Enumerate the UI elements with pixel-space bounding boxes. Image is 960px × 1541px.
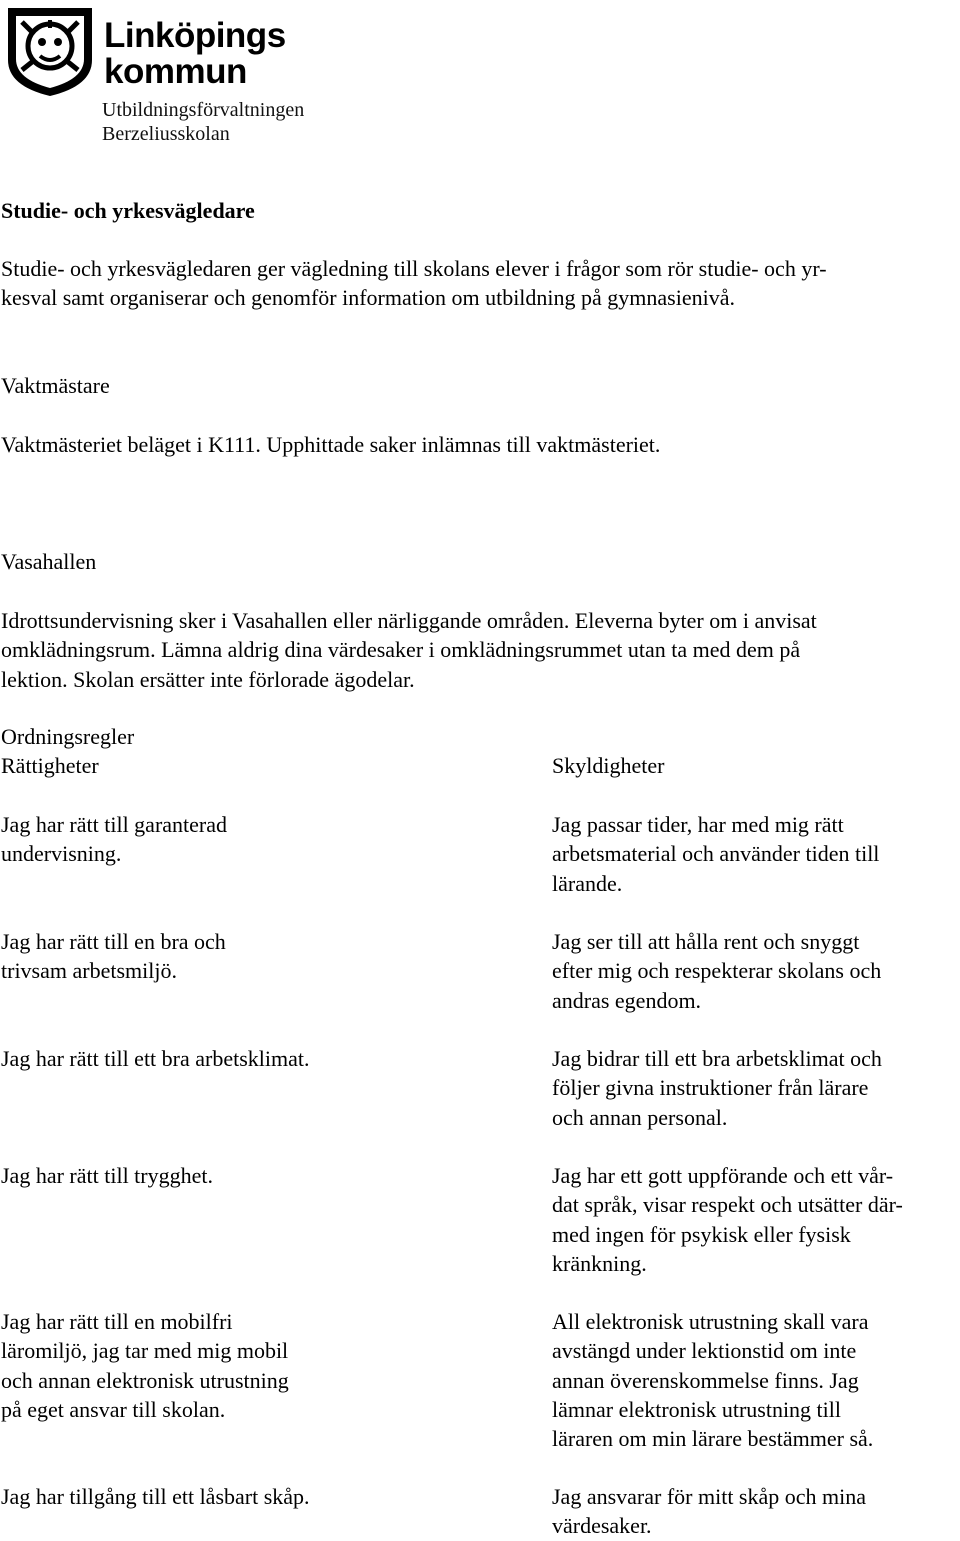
right-item — [1, 1044, 310, 1073]
rights-heading: Rättigheter — [1, 753, 99, 778]
department — [102, 98, 304, 146]
right-line: undervisning. — [1, 841, 122, 867]
right-line: Jag har rätt till trygghet. — [1, 1163, 213, 1188]
duty-line: Jag passar tider, har med mig rätt — [552, 812, 844, 837]
duty-line: värdesaker. — [552, 1513, 652, 1539]
duty-line: Jag ser till att hålla rent och snyggt — [552, 929, 860, 954]
studie-text — [1, 254, 827, 313]
duty-item — [552, 1307, 873, 1453]
right-line: Jag har rätt till en bra och — [1, 929, 226, 954]
studie-line2: kesval samt organiserar och genomför information om utbildning på gymnasienivå. — [1, 285, 735, 311]
duty-line: och annan personal. — [552, 1104, 728, 1130]
duty-item — [552, 810, 879, 898]
brand-name — [104, 18, 286, 90]
right-item — [1, 810, 227, 869]
vasa-line3: lektion. Skolan ersätter inte förlorade ägodelar. — [1, 666, 415, 692]
duty-line: med ingen för psykisk eller fysisk — [552, 1221, 851, 1247]
duty-line: Jag har ett gott uppförande och ett vår- — [552, 1163, 894, 1188]
duty-line: kränkning. — [552, 1250, 647, 1276]
duty-line: Jag bidrar till ett bra arbetsklimat och — [552, 1046, 882, 1071]
duty-item — [552, 1044, 882, 1132]
right-item — [1, 1307, 289, 1424]
duty-line: annan överenskommelse finns. Jag — [552, 1367, 859, 1393]
duty-line: arbetsmaterial och använder tiden till — [552, 841, 880, 867]
studie-line1: Studie- och yrkesvägledaren ger vägledning till skolans elever i frågor som rör studie- och yr- — [1, 256, 827, 281]
right-item — [1, 1161, 213, 1190]
duty-item — [552, 927, 881, 1015]
studie-heading: Studie- och yrkesvägledare — [1, 198, 255, 223]
duty-line: All elektronisk utrustning skall vara — [552, 1309, 869, 1334]
right-line: läromiljö, jag tar med mig mobil — [1, 1338, 289, 1364]
duty-line: efter mig och respekterar skolans och — [552, 958, 882, 984]
vasa-line1: Idrottsundervisning sker i Vasahallen eller närliggande områden. Eleverna byter om i anvisat — [1, 608, 817, 633]
right-line: Jag har rätt till garanterad — [1, 812, 228, 837]
duty-line: avstängd under lektionstid om inte — [552, 1338, 857, 1364]
duty-line: lämnar elektronisk utrustning till — [552, 1396, 842, 1422]
right-item — [1, 927, 226, 986]
vasa-text — [1, 606, 817, 694]
duty-item — [552, 1161, 903, 1278]
duty-line: dat språk, visar respekt och utsätter där- — [552, 1192, 903, 1218]
duty-line: läraren om min lärare bestämmer så. — [552, 1426, 874, 1452]
vakt-heading: Vaktmästare — [1, 373, 110, 398]
dept-line2: Berzeliusskolan — [102, 123, 230, 145]
duty-item — [552, 1482, 866, 1541]
right-line: på eget ansvar till skolan. — [1, 1396, 226, 1422]
vasa-line2: omklädningsrum. Lämna aldrig dina värdesaker i omklädningsrummet utan ta med dem på — [1, 637, 801, 663]
right-item — [1, 1482, 310, 1511]
duties-heading: Skyldigheter — [552, 753, 665, 778]
right-line: Jag har rätt till en mobilfri — [1, 1309, 233, 1334]
vakt-text: Vaktmästeriet beläget i K111. Upphittade saker inlämnas till vaktmästeriet. — [1, 432, 661, 457]
brand-line1: Linköpings — [104, 16, 286, 55]
duty-line: andras egendom. — [552, 987, 702, 1013]
duty-line: följer givna instruktioner från lärare — [552, 1075, 869, 1101]
dept-line1: Utbildningsförvaltningen — [102, 99, 305, 121]
right-line: Jag har rätt till ett bra arbetsklimat. — [1, 1046, 310, 1071]
duty-line: lärande. — [552, 870, 623, 896]
rules-heading: Ordningsregler — [1, 724, 135, 749]
brand-line2: kommun — [104, 52, 247, 91]
duty-line: Jag ansvarar för mitt skåp och mina — [552, 1484, 867, 1509]
vasa-heading: Vasahallen — [1, 549, 97, 574]
right-line: och annan elektronisk utrustning — [1, 1367, 289, 1393]
right-line: trivsam arbetsmiljö. — [1, 958, 177, 984]
lion-crest-icon — [2, 2, 98, 98]
right-line: Jag har tillgång till ett låsbart skåp. — [1, 1484, 310, 1509]
